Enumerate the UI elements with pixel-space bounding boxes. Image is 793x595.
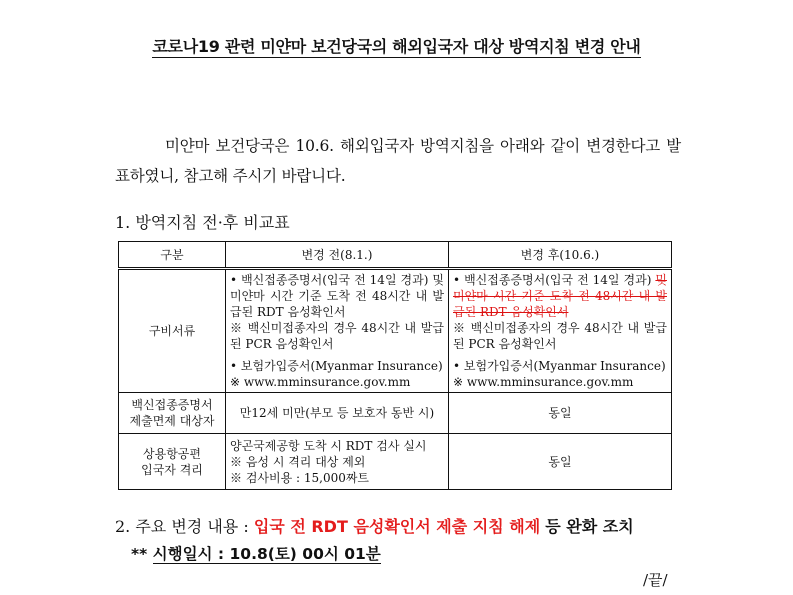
after-website: ※ www.mminsurance.gov.mm: [453, 375, 634, 389]
before-vaccine-cert: • 백신접종증명서(입국 전 14일 경과) 및 미얀마 시간 기준 도착 전 48시간 내 발급된 RDT 음성확인서: [230, 273, 444, 319]
section-2-tail: 등 완화 조치: [545, 517, 634, 536]
intro-paragraph: 미얀마 보건당국은 10.6. 해외입국자 방역지침을 아래와 같이 변경한다고 발표하였니, 참고해 주시기 바랍니다.: [115, 137, 681, 185]
section-1-heading: 1. 방역지침 전·후 비교표: [115, 213, 290, 232]
cell-before-documents: [226, 269, 449, 393]
note-text: 시행일시 : 10.8(토) 00시 01분: [152, 545, 381, 563]
table-header-row: [119, 242, 672, 269]
header-category: 구분: [119, 242, 226, 269]
row-label-line: 입국자 격리: [141, 462, 203, 477]
after-vaccine-cert-text: • 백신접종증명서(입국 전 14일 경과): [453, 273, 652, 287]
end-mark: /끝/: [643, 571, 668, 589]
before-unvaccinated: ※ 백신미접종자의 경우 48시간 내 발급된 PCR 음성확인서: [230, 321, 444, 351]
comparison-table: [118, 241, 672, 490]
section-2-label: 2. 주요 변경 내용 :: [115, 517, 249, 536]
cell-before-exemption: 만12세 미만(부모 등 보호자 동반 시): [226, 393, 449, 434]
table-row: [119, 434, 672, 490]
cell-after-documents: [449, 269, 672, 393]
before-quarantine-line: ※ 검사비용 : 15,000짜트: [230, 470, 370, 485]
cell-after-exemption: 동일: [449, 393, 672, 434]
after-insurance: • 보험가입증서(Myanmar Insurance): [453, 359, 666, 373]
before-insurance: • 보험가입증서(Myanmar Insurance): [230, 359, 443, 373]
note-stars: **: [131, 545, 148, 563]
table-row: [119, 393, 672, 434]
row-label-line: 백신접종증명서: [131, 398, 213, 412]
before-website: ※ www.mminsurance.gov.mm: [230, 375, 411, 389]
effective-date-note: [131, 542, 381, 564]
row-label-line: 제출면제 대상자: [129, 414, 215, 428]
before-quarantine-line: ※ 음성 시 격리 대상 제외: [230, 454, 366, 469]
header-before: 변경 전(8.1.): [226, 242, 449, 269]
row-label-line: 상용항공편: [143, 446, 201, 461]
row-label-quarantine: [119, 434, 226, 490]
header-after: 변경 후(10.6.): [449, 242, 672, 269]
cell-before-quarantine: [226, 434, 449, 490]
after-vaccine-cert: [453, 272, 667, 320]
after-struck-requirement: 및 미얀마 시간 기준 도착 전 48시간 내 발급된 RDT 음성확인서: [453, 273, 667, 319]
row-label-documents: 구비서류: [119, 269, 226, 393]
section-2-highlight: 입국 전 RDT 음성확인서 제출 지침 해제: [253, 517, 541, 536]
section-2-heading: [115, 514, 634, 537]
after-unvaccinated: ※ 백신미접종자의 경우 48시간 내 발급된 PCR 음성확인서: [453, 321, 667, 351]
cell-after-quarantine: 동일: [449, 434, 672, 490]
document-title: 코로나19 관련 미얀마 보건당국의 해외입국자 대상 방역지침 변경 안내: [152, 37, 641, 56]
row-label-exemption: [119, 393, 226, 434]
table-row: [119, 269, 672, 393]
before-quarantine-line: 양곤국제공항 도착 시 RDT 검사 실시: [230, 438, 427, 453]
